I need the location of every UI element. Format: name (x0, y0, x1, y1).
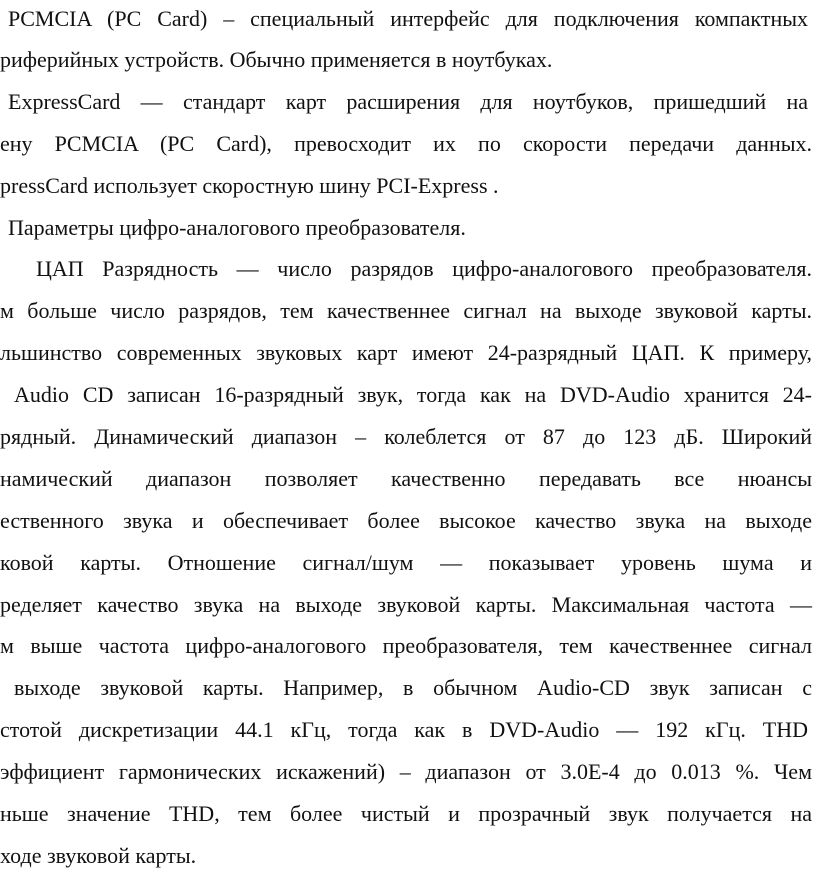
text-line-4: ену PCMCIA (PC Card), превосходит их по скорости передачи данных. (0, 131, 812, 156)
text-line-5: pressCard использует скоростную шину PCI-Express . (0, 173, 499, 198)
text-line-17: выходе звуковой карты. Например, в обычном Audio-CD звук записан с (14, 675, 812, 700)
text-line-10: Audio CD записан 16-разрядный звук, тогда как на DVD-Audio хранится 24- (14, 382, 812, 407)
text-line-16: м выше частота цифро-аналогового преобразователя, тем качественнее сигнал (0, 633, 812, 658)
text-line-8: м больше число разрядов, тем качественнее сигнал на выходе звуковой карты. (0, 298, 812, 323)
text-line-7: ЦАП Разрядность — число разрядов цифро-аналогового преобразователя. (36, 256, 812, 281)
text-line-20: ньше значение THD, тем более чистый и прозрачный звук получается на (0, 801, 812, 826)
text-line-14: ковой карты. Отношение сигнал/шум — показывает уровень шума и (0, 550, 812, 575)
text-line-3: ExpressCard — стандарт карт расширения для ноутбуков, пришедший на (8, 89, 808, 114)
text-line-18: стотой дискретизации 44.1 кГц, тогда как в DVD-Audio — 192 кГц. THD (0, 717, 808, 742)
text-line-2: риферийных устройств. Обычно применяется в ноутбуках. (0, 47, 553, 72)
text-line-12: намический диапазон позволяет качественно передавать все нюансы (0, 466, 812, 491)
text-line-21: ходе звуковой карты. (0, 843, 197, 868)
text-line-19: эффициент гармонических искажений) – диапазон от 3.0E-4 до 0.013 %. Чем (0, 759, 812, 784)
text-line-1: PCMCIA (PC Card) – специальный интерфейс для подключения компактных (8, 6, 808, 31)
text-line-13: ественного звука и обеспечивает более высокое качество звука на выходе (0, 508, 812, 533)
text-line-11: рядный. Динамический диапазон – колеблется от 87 до 123 дБ. Широкий (0, 424, 812, 449)
text-line-6: Параметры цифро-аналогового преобразователя. (8, 215, 466, 240)
text-line-15: ределяет качество звука на выходе звуковой карты. Максимальная частота — (0, 592, 812, 617)
text-line-9: льшинство современных звуковых карт имеют 24-разрядный ЦАП. К примеру, (0, 340, 812, 365)
